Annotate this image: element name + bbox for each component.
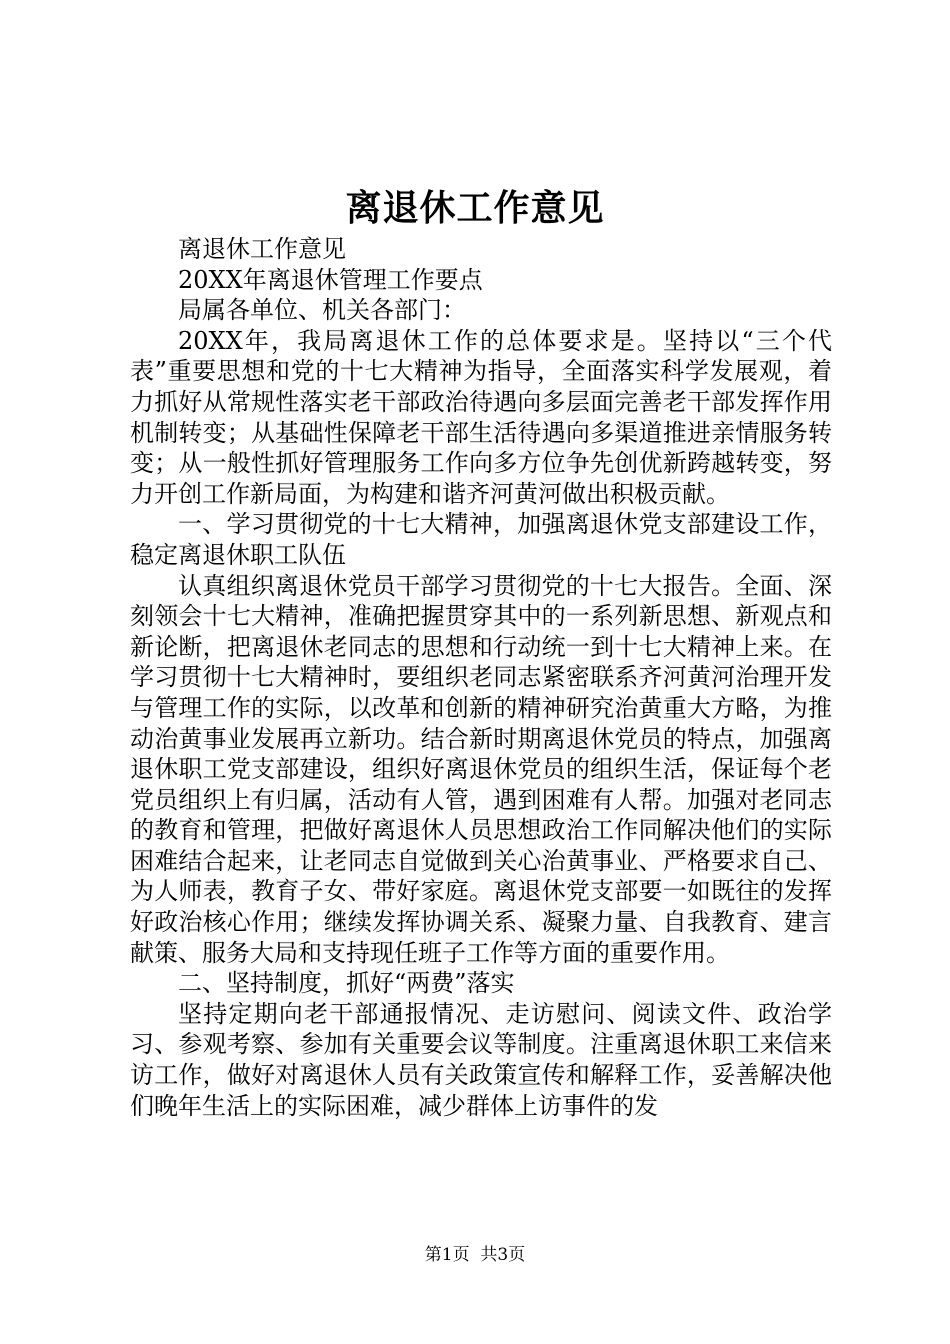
section-heading-two: 二、坚持制度，抓好“两费”落实 bbox=[178, 969, 515, 998]
paragraph-overview: 20XX年，我局离退休工作的总体要求是。坚持以“三个代表”重要思想和党的十七大精神为指导，全面落实科学发展观，着力抓好从常规性落实老干部政治待遇向多层面完善老干部发挥作用机制转变；从基础性保障老干部生活待遇向多渠道推进亲情服务转变；从一般性抓好管理服务工作向多方位争先创优新跨越转变，努力开创工作新局面，为构建和谐齐河黄河做出积极贡献。 bbox=[130, 326, 832, 508]
paragraph-salutation: 局属各单位、机关各部门： bbox=[178, 296, 466, 325]
paragraph-section-one: 认真组织离退休党员干部学习贯彻党的十七大报告。全面、深刻领会十七大精神，准确把握贯穿其中的一系列新思想、新观点和新论断，把离退休老同志的思想和行动统一到十七大精神上来。在学习贯彻十七大精神时，要组织老同志紧密联系齐河黄河治理开发与管理工作的实际，以改革和创新的精神研究治黄重大方略，为推动治黄事业发展再立新功。结合新时期离退休党员的特点，加强离退休职工党支部建设，组织好离退休党员的组织生活，保证每个老党员组织上有归属，活动有人管，遇到困难有人帮。加强对老同志的教育和管理，把做好离退休人员思想政治工作同解决他们的实际困难结合起来，让老同志自觉做到关心治黄事业、严格要求自己、为人师表，教育子女、带好家庭。离退休党支部要一如既往的发挥好政治核心作用；继续发挥协调关系、凝聚力量、自我教育、建言献策、服务大局和支持现任班子工作等方面的重要作用。 bbox=[130, 571, 832, 967]
section-heading-one: 一、学习贯彻党的十七大精神，加强离退休党支部建设工作，稳定离退休职工队伍 bbox=[130, 510, 832, 569]
page-footer bbox=[0, 1243, 950, 1267]
paragraph-section-two: 坚持定期向老干部通报情况、走访慰问、阅读文件、政治学习、参观考察、参加有关重要会议等制度。注重离退休职工来信来访工作，做好对离退休人员有关政策宣传和解释工作，妥善解决他们晚年生活上的实际困难，减少群体上访事件的发 bbox=[130, 999, 832, 1120]
document-body bbox=[130, 234, 832, 1121]
page-number: 第1页 共3页 bbox=[424, 1245, 526, 1265]
paragraph-heading: 20XX年离退休管理工作要点 bbox=[178, 265, 483, 294]
paragraph-subject: 离退休工作意见 bbox=[178, 235, 346, 263]
document-title: 离退休工作意见 bbox=[345, 187, 605, 229]
